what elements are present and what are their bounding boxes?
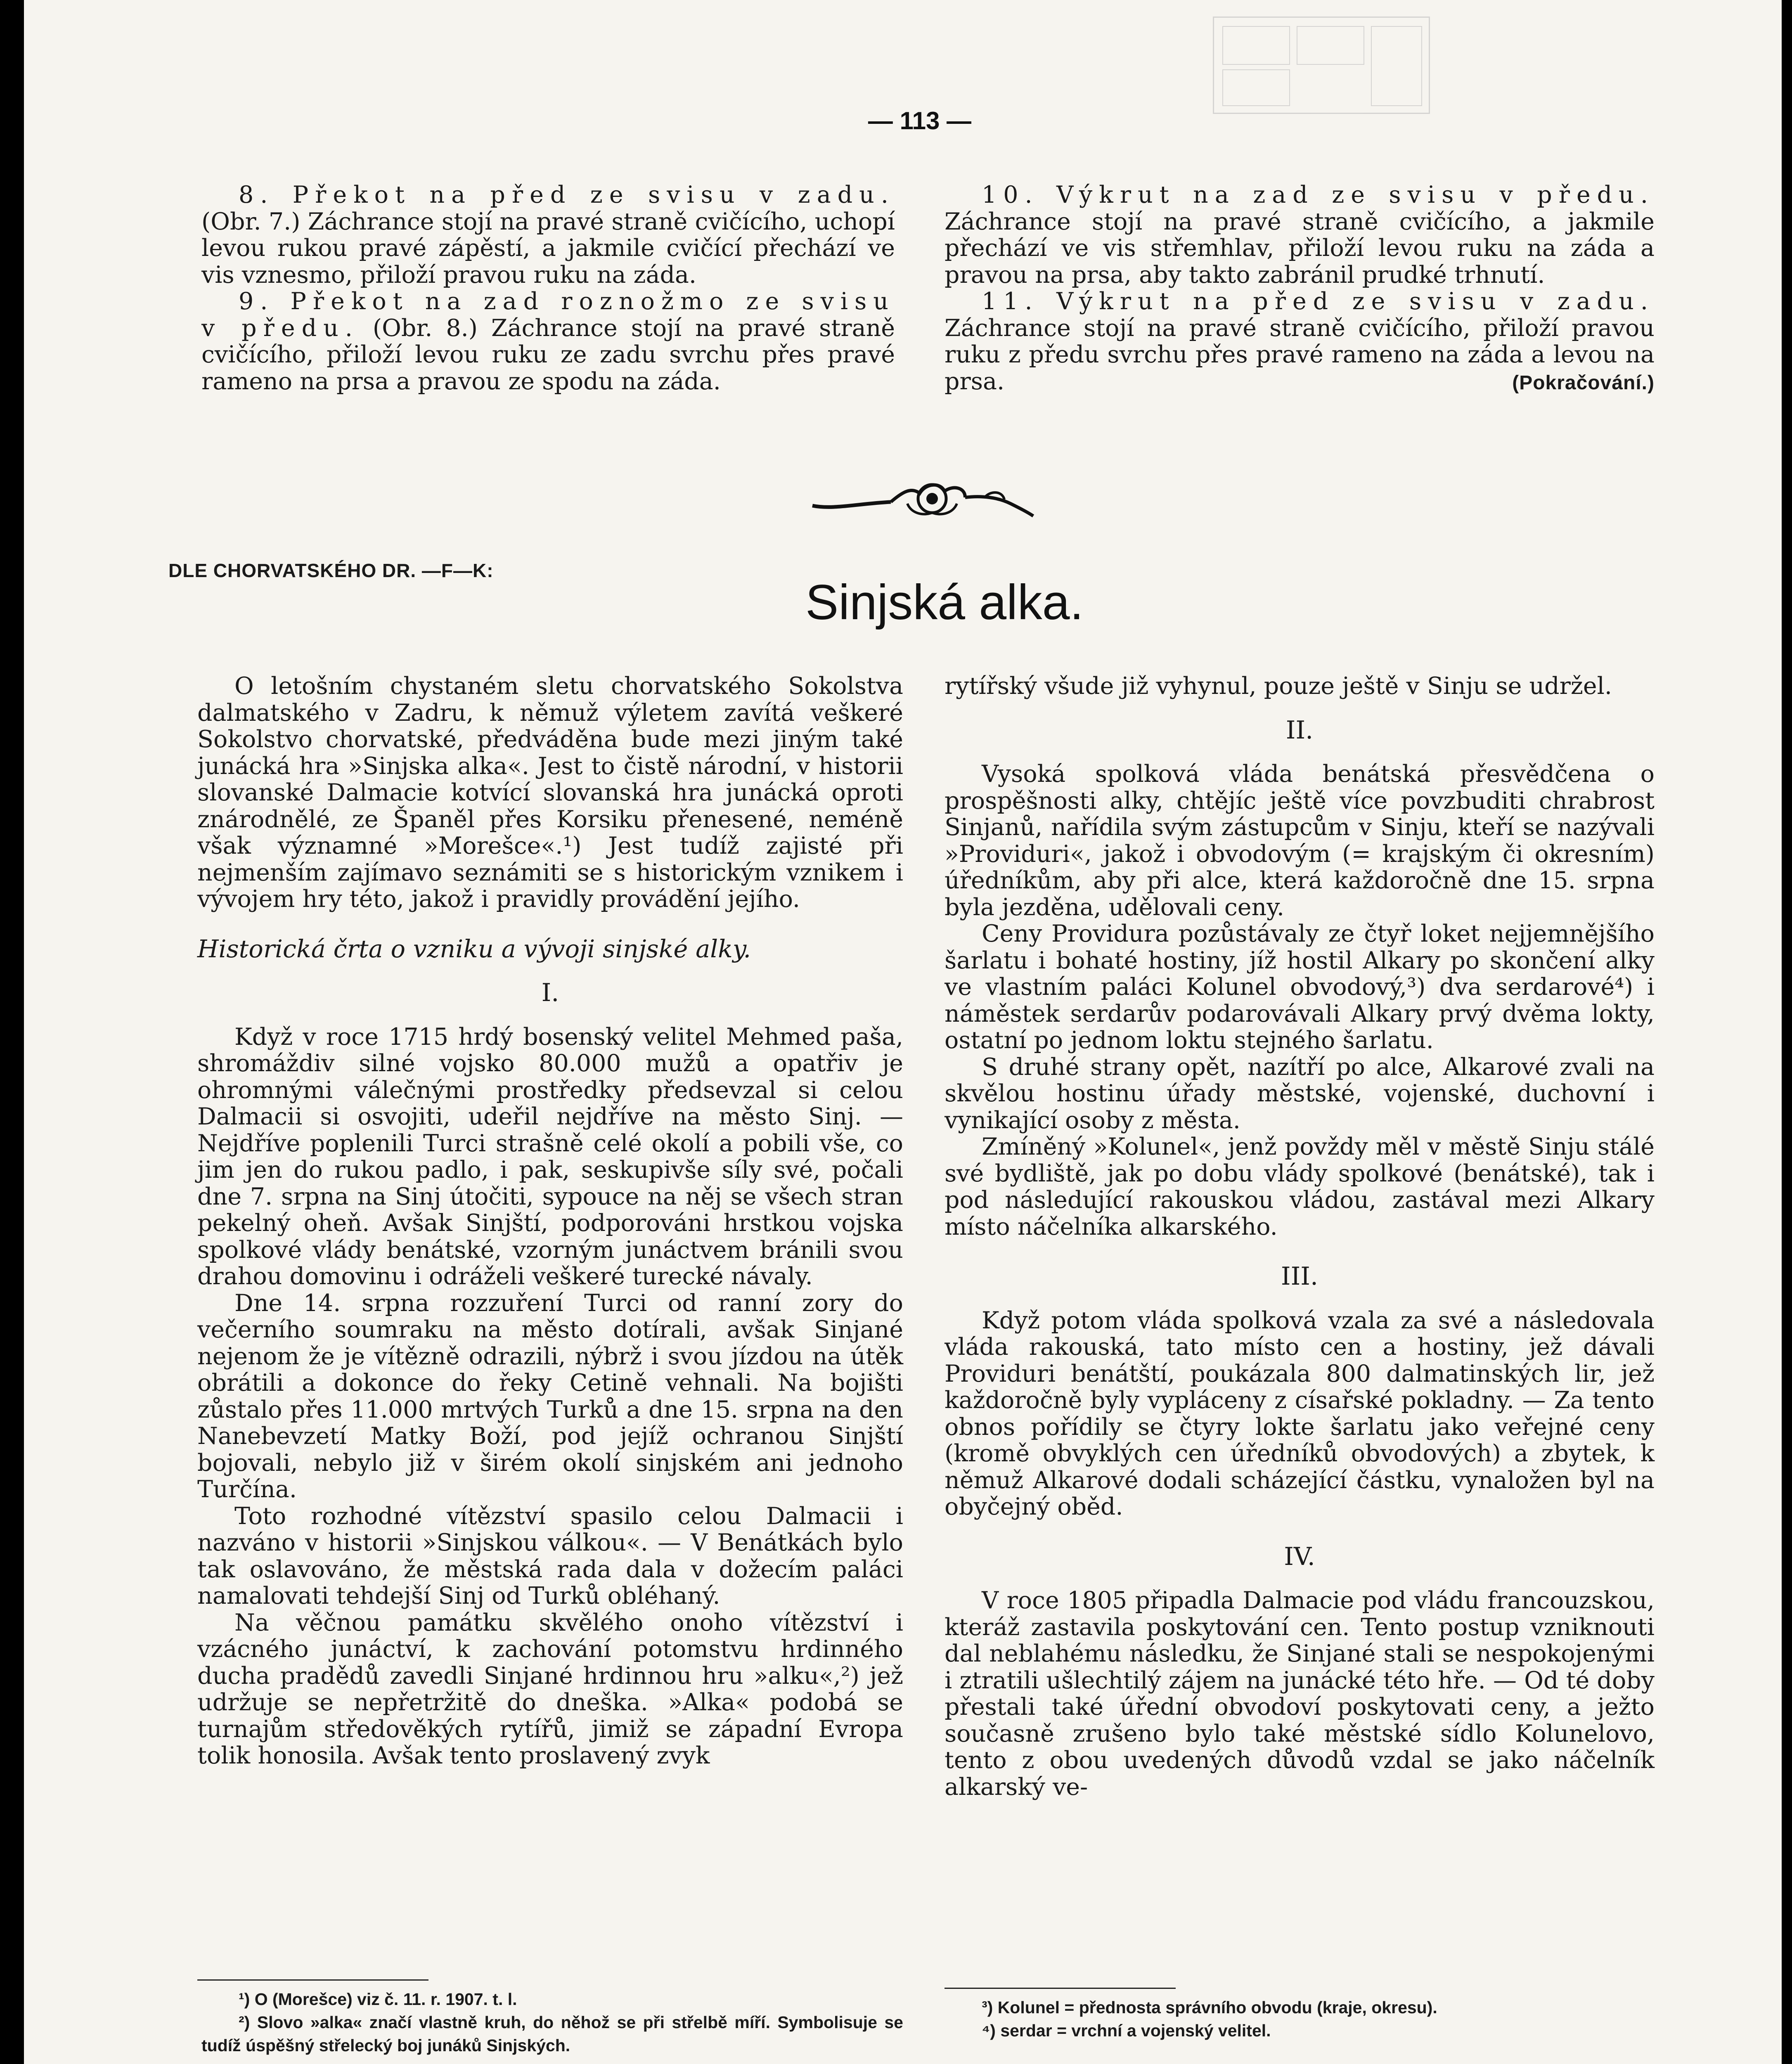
continued-note: (Pokračování.) (1512, 372, 1655, 394)
ornament-divider (808, 462, 1039, 524)
right-column (945, 673, 1655, 1800)
paragraph: Zmíněný »Kolunel«, jenž povždy měl v městě Sinju stálé své bydliště, jak po dobu vlády spolkové (benátské), tak i pod následující rakouskou vládou, zastával mezi Alkary místo náčelníka alkarského. (945, 1133, 1655, 1240)
footnote-rule (945, 1988, 1176, 1989)
footnote-3: ³) Kolunel = přednosta správního obvodu (kraje, okresu). (982, 1998, 1437, 2017)
byline: DLE CHORVATSKÉHO DR. —F—K: (168, 560, 494, 581)
exercise-9: 9. Překot na zad roznožmo ze svisu v předu. (Obr. 8.) Záchrance stojí na pravé straně cvičícího, přiloží levou ruku ze zadu svrchu přes pravé rameno na prsa a pravou ze spodu na záda. (201, 288, 895, 395)
paragraph: Když potom vláda spolková vzala za své a následovala vláda rakouská, tato místo cen a hostiny, jež dávali Providuri benátští, poukázala 800 dalmatinských lir, jež každoročně byly vypláceny z císařské pokladny. — Za tento obnos pořídily se čtyry lokte šarlatu jako veřejné ceny (kromě obvyklých cen úředníků obvodových) a zbytek, k němuž Alkarové dodali scházející částku, vynaložen byl na obyčejný oběd. (945, 1307, 1655, 1520)
paragraph: Když v roce 1715 hrdý bosenský velitel Mehmed paša, shromáždiv silné vojsko 80.000 mužů a opatřiv je ohromnými válečnými prostředky předsevzal si celou Dalmacii si osvojiti, udeřil nejdříve na město Sinj. — Nejdříve poplenili Turci strašně celé okolí a pobili vše, co jim jen do rukou padlo, i pak, seskupivše síly své, počali dne 7. srpna na Sinj útočiti, sypouce na něj se všech stran pekelný oheň. Avšak Sinjští, podporováni hrstkou vojska spolkové vlády benátské, vzorným junáctvem bránili svou drahou domovinu i odráželi veškeré turecké návaly. (197, 1023, 903, 1290)
top-right-column (945, 182, 1655, 397)
continuation: rytířský všude již vyhynul, pouze ještě v Sinju se udržel. (945, 672, 1612, 700)
section-heading-iv: IV. (1284, 1542, 1315, 1571)
paragraph: Vysoká spolková vláda benátská přesvědčena o prospěšnosti alky, chtějíc ještě více povzbuditi chrabrost Sinjanů, nařídila svým zástupcům v Sinju, kteří se nazývali »Providuri«, jakož i obvodovým (= krajským či okresním) úředníkům, aby při alce, která každoročně dne 15. srpna byla jezděna, udělovali ceny. (945, 760, 1655, 921)
page (24, 0, 1782, 2064)
exercise-10: 10. Výkrut na zad ze svisu v předu. Záchrance stojí na pravé straně cvičícího, a jakmile přechází ve vis střemhlav, přiloží levou ruku na záda a pravou na prsa, aby takto zabránil prudké trhnutí. (945, 181, 1655, 289)
section-heading-ii: II. (1285, 715, 1314, 745)
section-heading-iii: III. (1281, 1262, 1319, 1291)
subtitle: Historická črta o vzniku a vývoji sinjské alky. (197, 934, 751, 963)
paragraph: S druhé strany opět, nazítří po alce, Alkarové zvali na skvělou hostinu úřady městské, vojenské, duchovní i vynikající osoby z města. (945, 1053, 1655, 1134)
left-footnotes (201, 1988, 903, 2057)
paragraph: V roce 1805 připadla Dalmacie pod vládu francouzskou, kteráž zastavila poskytování cen. Tento postup vzniknouti dal neblahému následku, že Sinjané stali se nespokojenými i ztratili ušlechtilý zájem na junácké této hře. — Od té doby přestali také úřední obvodoví poskytovati ceny, a ježto současně zrušeno bylo také městské sídlo Kolunelovo, tento z obou uvedených důvodů vzdal se jako náčelník alkarský ve- (945, 1587, 1655, 1801)
footnote-rule (197, 1979, 428, 1981)
exercise-11: 11. Výkrut na před ze svisu v zadu. Záchrance stojí na pravé straně cvičícího, přiloží pravou ruku z předu svrchu přes pravé rameno na záda a levou na prsa. (945, 288, 1655, 395)
intro-paragraph: O letošním chystaném sletu chorvatského Sokolstva dalmatského v Zadru, k němuž výletem zavítá veškeré Sokolstvo chorvatské, předváděna bude mezi jiným také junácká hra »Sinjska alka«. Jest to čistě národní, v historii slovanské Dalmacie kotvící slovanská hra junácká oproti znárodnělé, ze Španěl přes Korsiku přenesené, neméně však významné »Morešce«.¹) Jest tudíž zajisté při nejmenším zajímavo seznámiti se s historickým vznikem i vývojem hry této, jakož i pravidly provádění jejího. (197, 672, 903, 913)
footnote-4: ⁴) serdar = vrchní a vojenský velitel. (982, 2021, 1271, 2040)
library-stamp (1213, 17, 1430, 114)
article-title: Sinjská alka. (805, 575, 1084, 630)
page-number: — 113 — (868, 107, 972, 135)
paragraph: Dne 14. srpna rozzuření Turci od ranní zory do večerního soumraku na město dotírali, avšak Sinjané nejenom že je vítězně odrazili, nýbrž i svou jízdou na útěk obrátili a dokonce do řeky Cetině vehnali. Na bojišti zůstalo přes 11.000 mrtvých Turků a dne 15. srpna na den Nanebevzetí Matky Boží, pod jejíž ochranou Sinjští bojovali, nebylo již v širém okolí sinjském ani jednoho Turčína. (197, 1289, 903, 1503)
footnote-2: ²) Slovo »alka« značí vlastně kruh, do něhož se při střelbě míří. Symbolisuje se tudíž úspěšný střelecký boj junáků Sinjských. (201, 2013, 903, 2055)
paragraph: Ceny Providura pozůstávaly ze čtyř loket nejjemnějšího šarlatu i bohaté hostiny, jíž hostil Alkary po skončení alky ve vlastním paláci Kolunel obvodový,³) dva serdarové⁴) i náměstek serdarův podarovávali Alkary prvý dvěma lokty, ostatní po jednom loktu stejného šarlatu. (945, 920, 1655, 1054)
paragraph: Na věčnou památku skvělého onoho vítězství i vzácného junáctví, k zachování potomstvu hrdinného ducha pradědů zavedli Sinjané hrdinnou hru »alku«,²) jež udržuje se nepřetržitě do dneška. »Alka« podobá se turnajům středověkých rytířů, jimiž se západní Evropa tolik honosila. Avšak tento proslavený zvyk (197, 1609, 903, 1769)
exercise-8: 8. Překot na před ze svisu v zadu. (Obr. 7.) Záchrance stojí na pravé straně cvičícího, uchopí levou rukou pravé zápěstí, a jakmile cvičící přechází ve vis vznesmo, přiloží pravou ruku na záda. (201, 181, 895, 289)
paragraph: Toto rozhodné vítězství spasilo celou Dalmacii i nazváno v historii »Sinjskou válkou«. — V Benátkách bylo tak oslavováno, že městská rada dala v dožecím paláci namalovati tehdejší Sinj od Turků obléhaný. (197, 1502, 903, 1610)
section-heading-i: I. (541, 978, 559, 1007)
left-column (197, 673, 903, 1769)
right-footnotes (945, 1996, 1655, 2042)
top-left-column (201, 182, 895, 395)
footnote-1: ¹) O (Morešce) viz č. 11. r. 1907. t. l. (239, 1990, 517, 2009)
